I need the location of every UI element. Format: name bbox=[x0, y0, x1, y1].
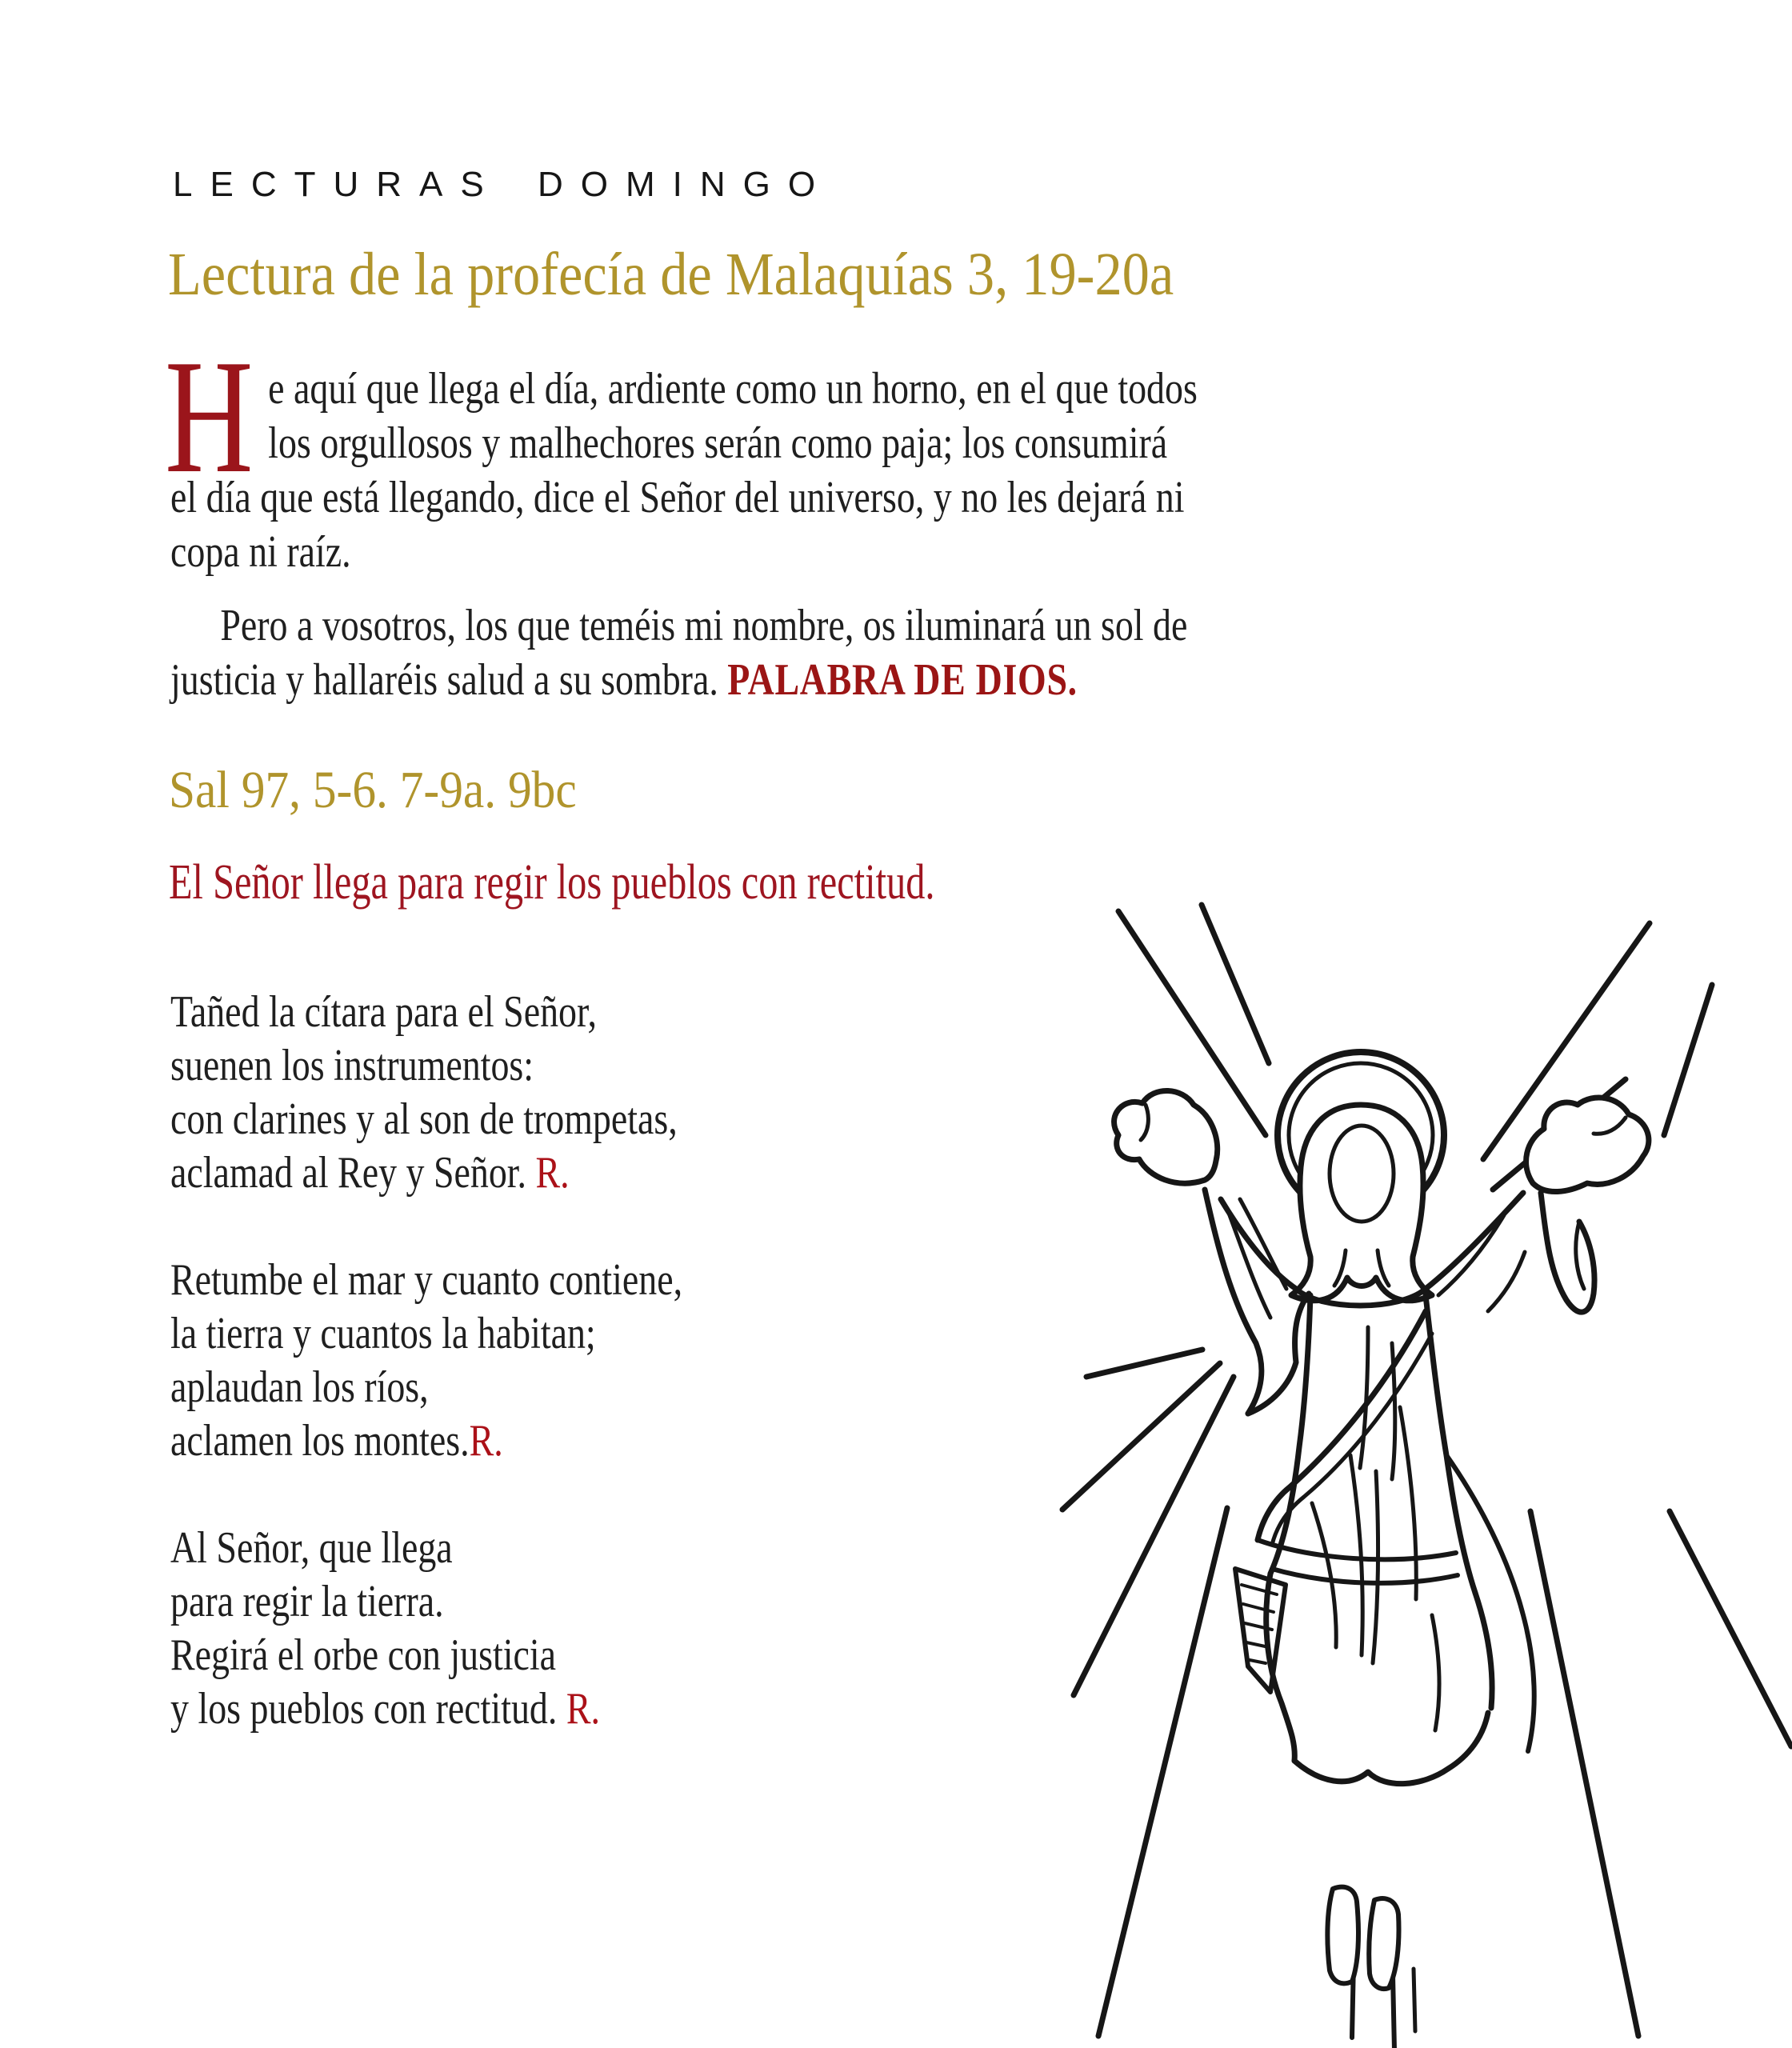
reading-line: Pero a vosotros, los que teméis mi nombre, os iluminará un sol de bbox=[220, 601, 1188, 650]
light-ray bbox=[1062, 1363, 1220, 1510]
light-ray bbox=[1670, 1511, 1791, 1746]
psalm-line: suenen los instrumentos: bbox=[170, 1041, 534, 1090]
psalm-line: Tañed la cítara para el Señor, bbox=[170, 987, 597, 1037]
right-hand bbox=[1526, 1098, 1649, 1192]
psalm-line: para regir la tierra. bbox=[170, 1577, 444, 1626]
psalm-line: Retumbe el mar y cuanto contiene, bbox=[170, 1255, 683, 1305]
psalm-line bbox=[170, 1414, 1089, 1468]
psalm-stanza bbox=[170, 1254, 1089, 1468]
word-of-god-acclamation: PALABRA DE DIOS. bbox=[727, 655, 1078, 705]
christ-figure bbox=[1114, 1090, 1649, 1989]
light-ray bbox=[1202, 905, 1269, 1063]
response-marker: R. bbox=[535, 1148, 570, 1198]
skirt-fold bbox=[1373, 1471, 1378, 1663]
risen-christ-artwork bbox=[1056, 894, 1792, 2048]
psalm-line-text: aclamen los montes. bbox=[170, 1416, 470, 1466]
torso-right-edge bbox=[1426, 1295, 1475, 1593]
psalm-line: con clarines y al son de trompetas, bbox=[170, 1094, 678, 1144]
psalm-stanza bbox=[170, 1522, 1089, 1736]
left-foot bbox=[1327, 1887, 1358, 1984]
psalm-line: Regirá el orbe con justicia bbox=[170, 1630, 556, 1680]
psalm-line: aplaudan los ríos, bbox=[170, 1362, 429, 1412]
first-reading-closing bbox=[170, 598, 1417, 707]
psalm-line: la tierra y cuantos la habitan; bbox=[170, 1309, 596, 1358]
skirt-fold bbox=[1350, 1455, 1362, 1655]
psalm-line bbox=[170, 1146, 1089, 1200]
sash-wrap-line bbox=[1272, 1569, 1458, 1583]
skirt-right-edge bbox=[1475, 1593, 1492, 1708]
reading-title: Lectura de la profecía de Malaquías 3, 19-20a bbox=[168, 241, 1174, 308]
left-sleeve-fold bbox=[1240, 1199, 1286, 1289]
right-arm-outline bbox=[1426, 1193, 1523, 1289]
response-marker: R. bbox=[469, 1416, 503, 1466]
light-rays-group bbox=[1062, 905, 1791, 2048]
psalm-text bbox=[170, 986, 1089, 1790]
psalm-antiphon: El Señor llega para regir los pueblos con rectitud. bbox=[169, 855, 935, 910]
first-reading-text bbox=[170, 362, 1417, 579]
light-ray bbox=[1098, 1508, 1227, 2036]
right-sleeve-fold bbox=[1438, 1215, 1504, 1295]
light-ray bbox=[1530, 1511, 1638, 2036]
right-sleeve-fold bbox=[1488, 1252, 1525, 1311]
light-ray bbox=[1086, 1350, 1202, 1377]
dropcap-initial: H bbox=[165, 326, 254, 507]
sash-upper-line bbox=[1258, 1311, 1426, 1540]
reading-line: el día que está llegando, dice el Señor del universo, y no les dejará ni bbox=[170, 473, 1185, 522]
sash-wrap-line bbox=[1258, 1540, 1456, 1559]
psalm-reference: Sal 97, 5-6. 7-9a. 9bc bbox=[169, 761, 577, 819]
psalm-line bbox=[170, 1682, 1089, 1736]
right-sleeve-loop bbox=[1541, 1193, 1594, 1312]
reading-line: copa ni raíz. bbox=[170, 527, 351, 577]
right-foot bbox=[1369, 1898, 1398, 1989]
skirt-hem bbox=[1294, 1713, 1488, 1784]
psalm-line: Al Señor, que llega bbox=[170, 1523, 453, 1573]
left-arm-outline bbox=[1221, 1199, 1296, 1289]
torso-fold bbox=[1360, 1327, 1368, 1468]
reading-line bbox=[170, 653, 1417, 707]
reading-line: e aquí que llega el día, ardiente como un horno, en el que todos bbox=[268, 364, 1198, 414]
skirt-fold bbox=[1432, 1615, 1439, 1730]
skirt-fold bbox=[1312, 1503, 1336, 1647]
psalm-line-text: aclamad al Rey y Señor. bbox=[170, 1148, 536, 1198]
response-marker: R. bbox=[566, 1684, 600, 1734]
sash-end-kite bbox=[1235, 1569, 1286, 1692]
light-ray bbox=[1414, 1969, 1415, 2031]
face bbox=[1330, 1126, 1394, 1222]
reading-line: los orgullosos y malhechores serán como paja; los consumirá bbox=[268, 418, 1168, 468]
skirt-fold bbox=[1400, 1407, 1416, 1599]
page-kicker: LECTURAS DOMINGO bbox=[173, 165, 834, 204]
left-hand bbox=[1114, 1090, 1218, 1183]
psalm-line-text: y los pueblos con rectitud. bbox=[170, 1684, 566, 1734]
psalm-stanza bbox=[170, 986, 1089, 1200]
light-ray bbox=[1664, 985, 1712, 1135]
reading-line-text: justicia y hallaréis salud a su sombra. bbox=[170, 655, 728, 705]
